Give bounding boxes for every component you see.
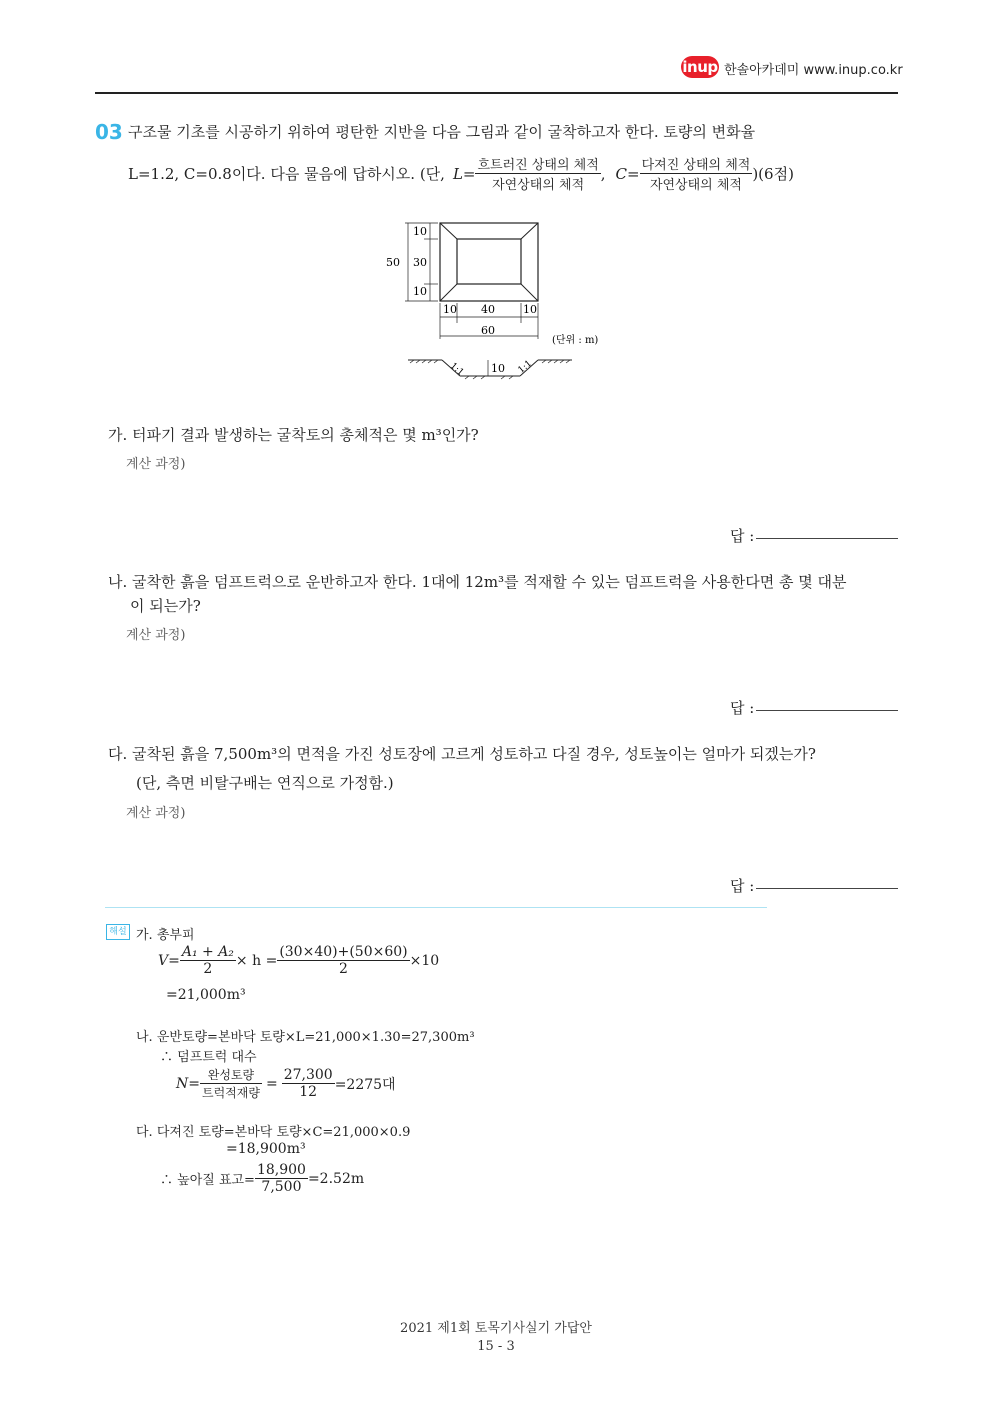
header-site-text: 한솔아카데미 www.inup.co.kr [724, 63, 903, 78]
sol-a-title: 가. 총부피 [136, 928, 195, 943]
sol-b-therefore: ∴ 덤프트럭 대수 [160, 1050, 257, 1065]
sol-c-result: =18,900m³ [226, 1141, 306, 1157]
L-fraction [475, 154, 600, 193]
sol-b-frac2 [282, 1067, 335, 1100]
part-c-answer-label: 답 : [730, 877, 755, 895]
solution-badge: 해설 [106, 924, 130, 940]
points: )(6점) [752, 165, 794, 183]
C-denominator: 자연상태의 체적 [649, 178, 742, 193]
part-c-question: 다. 굴착된 흙을 7,500m³의 면적을 가진 성토장에 고르게 성토하고 다질 경우, 성토높이는 얼마가 되겠는가? [108, 745, 816, 763]
sol-c-formula [160, 1162, 364, 1195]
unit-label: (단위 : m) [552, 335, 599, 346]
footer-page-number: 15 - 3 [477, 1339, 515, 1354]
dim-left-total: 50 [386, 256, 400, 269]
L-numerator: 흐트러진 상태의 체적 [475, 154, 600, 174]
sol-b-den1: 트럭적재량 [201, 1086, 260, 1100]
plan-corner-line [440, 284, 457, 301]
part-b-calc-label: 계산 과정) [126, 628, 186, 643]
part-a-answer-line[interactable] [756, 538, 898, 539]
dim-bottom-total: 60 [481, 324, 495, 337]
question-line2 [128, 154, 794, 193]
excavation-figure [380, 215, 620, 385]
part-a-calc-label: 계산 과정) [126, 457, 186, 472]
header-divider [95, 92, 898, 94]
sol-b-result: =2275대 [334, 1076, 396, 1093]
slope-right-label: 1:1 [516, 358, 535, 376]
question-number: 03 [95, 120, 123, 144]
sol-c-den: 7,500 [261, 1179, 302, 1195]
question-line1: 구조물 기초를 시공하기 위하여 평탄한 지반을 다음 그림과 같이 굴착하고자 한다. 토량의 변화율 [128, 123, 756, 141]
part-b-question: 나. 굴착한 흙을 덤프트럭으로 운반하고자 한다. 1대에 12m³를 적재할 수 있는 덤프트럭을 사용한다면 총 몇 대분 [108, 573, 847, 591]
slope-left-label: 1:1 [447, 361, 466, 379]
sol-b-line: 나. 운반토량=본바닥 토량×L=21,000×1.30=27,300m³ [136, 1030, 475, 1045]
plan-corner-line [521, 223, 538, 239]
sol-b-formula [176, 1066, 396, 1101]
sol-b-frac1 [200, 1066, 262, 1101]
dim-bottom-left: 10 [443, 303, 457, 316]
plan-inner-rect [457, 239, 521, 284]
solution-separator [105, 907, 767, 908]
sol-b-num1: 완성토량 [200, 1066, 262, 1084]
sol-a-den2: 2 [339, 961, 348, 977]
L-symbol: L= [452, 164, 476, 183]
dim-left-mid: 30 [413, 256, 427, 269]
sol-c-num: 18,900 [256, 1162, 306, 1178]
dim-left-bot: 10 [413, 285, 427, 298]
sol-c-therefore: ∴ 높아질 표고= [160, 1173, 255, 1188]
sol-c-frac [255, 1162, 308, 1195]
dim-bottom-right: 10 [523, 303, 537, 316]
question-line2-prefix: L=1.2, C=0.8이다. 다음 물음에 답하시오. (단, [128, 165, 445, 183]
sol-b-N: N= [176, 1075, 200, 1092]
part-a-question: 가. 터파기 결과 발생하는 굴착토의 총체적은 몇 m³인가? [108, 426, 479, 444]
depth-label: 10 [491, 362, 505, 375]
sol-a-frac2 [277, 944, 409, 977]
sol-c-line: 다. 다져진 토량=본바닥 토량×C=21,000×0.9 [136, 1125, 411, 1140]
plan-corner-line [440, 223, 457, 239]
dim-bottom-mid: 40 [481, 303, 495, 316]
dim-left-top: 10 [413, 225, 427, 238]
inup-logo: inup [682, 58, 718, 76]
sol-a-num1: A₁ + A₂ [181, 944, 234, 960]
part-b-answer-label: 답 : [730, 699, 755, 717]
sol-b-den2: 12 [299, 1084, 318, 1100]
L-denominator: 자연상태의 체적 [492, 178, 585, 193]
part-a-answer-label: 답 : [730, 527, 755, 545]
part-c-question-line2: (단, 측면 비탈구배는 연직으로 가정함.) [136, 774, 394, 792]
C-numerator: 다져진 상태의 체적 [640, 154, 753, 174]
C-symbol: C= [615, 164, 640, 183]
sol-a-formula [158, 944, 439, 977]
part-c-calc-label: 계산 과정) [126, 806, 186, 821]
plan-corner-line [521, 284, 538, 301]
sol-b-num2: 27,300 [283, 1067, 333, 1083]
footer-title: 2021 제1회 토목기사실기 가답안 [400, 1321, 592, 1336]
plan-outer-rect [440, 223, 538, 301]
sol-a-num2: (30×40)+(50×60) [279, 944, 408, 960]
sol-a-result: =21,000m³ [166, 987, 246, 1003]
sol-a-den1: 2 [203, 961, 213, 977]
part-c-answer-line[interactable] [756, 888, 898, 889]
part-b-answer-line[interactable] [756, 710, 898, 711]
part-b-question-line2: 이 되는가? [130, 597, 201, 615]
sol-c-final: =2.52m [307, 1170, 365, 1187]
C-fraction [640, 154, 753, 193]
sol-a-V: V= [158, 952, 180, 969]
sol-a-mid: × h = [235, 952, 278, 969]
sol-a-frac1 [180, 944, 236, 977]
sol-b-eq: = [265, 1075, 278, 1092]
sol-a-tail: ×10 [409, 952, 440, 969]
comma: , [600, 164, 606, 183]
